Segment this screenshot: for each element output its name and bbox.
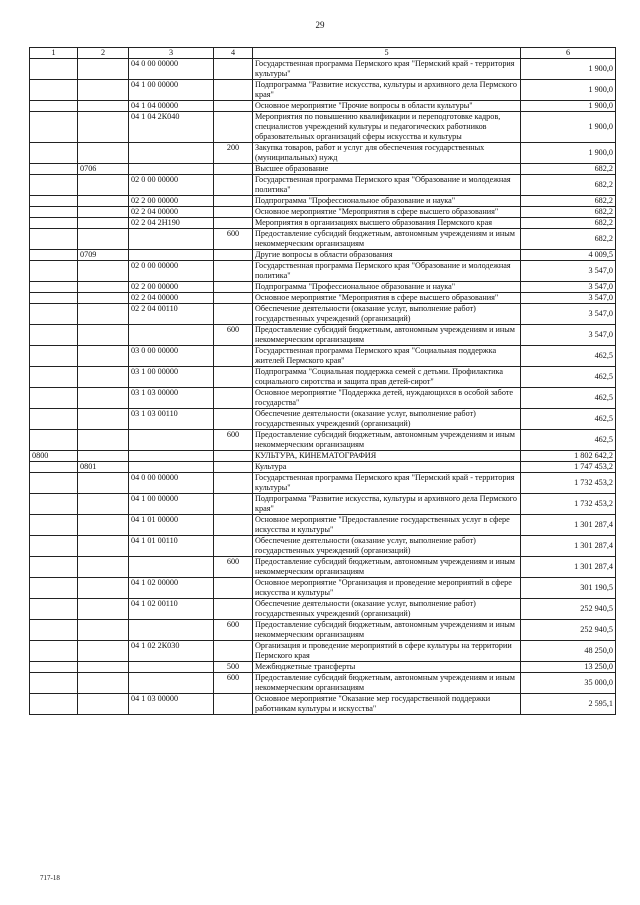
amount-cell: 1 900,0: [521, 143, 616, 164]
section-cell: [30, 218, 78, 229]
subsection-cell: [78, 641, 129, 662]
subsection-cell: [78, 80, 129, 101]
name-cell: Основное мероприятие "Прочие вопросы в области культуры": [253, 101, 521, 112]
target-code-cell: 04 0 00 00000: [129, 59, 214, 80]
target-code-cell: 04 1 00 00000: [129, 494, 214, 515]
expense-type-cell: [214, 112, 253, 143]
section-cell: [30, 112, 78, 143]
target-code-cell: 04 0 00 00000: [129, 473, 214, 494]
section-cell: [30, 673, 78, 694]
section-cell: [30, 620, 78, 641]
target-code-cell: 04 1 04 2К040: [129, 112, 214, 143]
amount-cell: 462,5: [521, 430, 616, 451]
table-row: [30, 662, 616, 673]
name-cell: Основное мероприятие "Организация и проведение мероприятий в сфере искусства и культуры": [253, 578, 521, 599]
section-cell: [30, 207, 78, 218]
section-cell: [30, 694, 78, 715]
amount-cell: 1 900,0: [521, 80, 616, 101]
table-row: [30, 599, 616, 620]
expense-type-cell: [214, 261, 253, 282]
section-cell: [30, 304, 78, 325]
table-row: [30, 409, 616, 430]
section-cell: [30, 101, 78, 112]
name-cell: Государственная программа Пермского края "Социальная поддержка жителей Пермского края": [253, 346, 521, 367]
table-row: [30, 515, 616, 536]
table-row: [30, 164, 616, 175]
amount-cell: 462,5: [521, 367, 616, 388]
section-cell: [30, 473, 78, 494]
amount-cell: 3 547,0: [521, 293, 616, 304]
expense-type-cell: 600: [214, 673, 253, 694]
subsection-cell: [78, 282, 129, 293]
table-row: [30, 80, 616, 101]
subsection-cell: [78, 451, 129, 462]
amount-cell: 1 900,0: [521, 59, 616, 80]
amount-cell: 1 747 453,2: [521, 462, 616, 473]
amount-cell: 682,2: [521, 207, 616, 218]
amount-cell: 252 940,5: [521, 620, 616, 641]
name-cell: Подпрограмма "Развитие искусства, культуры и архивного дела Пермского края": [253, 494, 521, 515]
subsection-cell: [78, 112, 129, 143]
expense-type-cell: [214, 101, 253, 112]
subsection-cell: [78, 293, 129, 304]
expense-type-cell: [214, 462, 253, 473]
table-row: [30, 101, 616, 112]
table-row: [30, 673, 616, 694]
target-code-cell: [129, 143, 214, 164]
name-cell: Основное мероприятие "Мероприятия в сфере высшего образования": [253, 293, 521, 304]
section-cell: [30, 662, 78, 673]
table-row: [30, 218, 616, 229]
table-row: [30, 196, 616, 207]
name-cell: Государственная программа Пермского края "Пермский край - территория культуры": [253, 473, 521, 494]
expense-type-cell: [214, 250, 253, 261]
header-cell-section: 1: [30, 48, 78, 59]
target-code-cell: [129, 451, 214, 462]
target-code-cell: 02 2 04 00000: [129, 293, 214, 304]
table-row: [30, 536, 616, 557]
header-cell-name: 5: [253, 48, 521, 59]
page-number: 29: [315, 20, 325, 30]
name-cell: Подпрограмма "Социальная поддержка семей с детьми. Профилактика социального сиротства и защита прав детей-сирот": [253, 367, 521, 388]
amount-cell: 13 250,0: [521, 662, 616, 673]
amount-cell: 252 940,5: [521, 599, 616, 620]
amount-cell: 1 900,0: [521, 101, 616, 112]
section-cell: [30, 494, 78, 515]
section-cell: [30, 515, 78, 536]
table-row: [30, 641, 616, 662]
name-cell: Обеспечение деятельности (оказание услуг, выполнение работ) государственных учреждений (организаций): [253, 536, 521, 557]
expense-type-cell: [214, 282, 253, 293]
table-row: [30, 451, 616, 462]
subsection-cell: [78, 196, 129, 207]
section-cell: [30, 164, 78, 175]
table-row: [30, 367, 616, 388]
subsection-cell: [78, 261, 129, 282]
amount-cell: 2 595,1: [521, 694, 616, 715]
target-code-cell: [129, 557, 214, 578]
amount-cell: 1 732 453,2: [521, 473, 616, 494]
expense-type-cell: 200: [214, 143, 253, 164]
subsection-cell: [78, 229, 129, 250]
name-cell: Мероприятия в организациях высшего образования Пермского края: [253, 218, 521, 229]
expense-type-cell: [214, 578, 253, 599]
table-row: [30, 175, 616, 196]
target-code-cell: 04 1 02 00000: [129, 578, 214, 599]
section-cell: [30, 325, 78, 346]
name-cell: КУЛЬТУРА, КИНЕМАТОГРАФИЯ: [253, 451, 521, 462]
section-cell: [30, 462, 78, 473]
target-code-cell: [129, 325, 214, 346]
subsection-cell: [78, 143, 129, 164]
target-code-cell: [129, 250, 214, 261]
section-cell: [30, 175, 78, 196]
name-cell: Предоставление субсидий бюджетным, автономным учреждениям и иным некоммерческим организациям: [253, 229, 521, 250]
section-cell: [30, 229, 78, 250]
amount-cell: 682,2: [521, 229, 616, 250]
section-cell: [30, 557, 78, 578]
amount-cell: 3 547,0: [521, 304, 616, 325]
expense-type-cell: [214, 175, 253, 196]
table-row: [30, 293, 616, 304]
subsection-cell: [78, 430, 129, 451]
amount-cell: 462,5: [521, 346, 616, 367]
table-row: [30, 250, 616, 261]
amount-cell: 1 732 453,2: [521, 494, 616, 515]
section-cell: 0800: [30, 451, 78, 462]
subsection-cell: [78, 207, 129, 218]
name-cell: Предоставление субсидий бюджетным, автономным учреждениям и иным некоммерческим организациям: [253, 620, 521, 641]
table-row: [30, 261, 616, 282]
amount-cell: 4 009,5: [521, 250, 616, 261]
target-code-cell: 03 1 03 00000: [129, 388, 214, 409]
name-cell: Государственная программа Пермского края "Образование и молодежная политика": [253, 261, 521, 282]
subsection-cell: [78, 175, 129, 196]
table-row: [30, 557, 616, 578]
section-cell: [30, 59, 78, 80]
section-cell: [30, 261, 78, 282]
header-cell-subsection: 2: [78, 48, 129, 59]
subsection-cell: [78, 578, 129, 599]
target-code-cell: [129, 620, 214, 641]
expense-type-cell: [214, 304, 253, 325]
budget-table: [29, 47, 616, 715]
name-cell: Обеспечение деятельности (оказание услуг, выполнение работ) государственных учреждений (организаций): [253, 409, 521, 430]
table-row: [30, 430, 616, 451]
expense-type-cell: [214, 196, 253, 207]
target-code-cell: 03 0 00 00000: [129, 346, 214, 367]
amount-cell: 1 301 287,4: [521, 515, 616, 536]
table-row: [30, 473, 616, 494]
amount-cell: 1 301 287,4: [521, 536, 616, 557]
section-cell: [30, 346, 78, 367]
target-code-cell: 02 2 04 2Н190: [129, 218, 214, 229]
table-row: [30, 388, 616, 409]
target-code-cell: [129, 229, 214, 250]
name-cell: Другие вопросы в области образования: [253, 250, 521, 261]
amount-cell: 1 802 642,2: [521, 451, 616, 462]
table-row: [30, 59, 616, 80]
target-code-cell: [129, 673, 214, 694]
name-cell: Культура: [253, 462, 521, 473]
target-code-cell: [129, 462, 214, 473]
subsection-cell: [78, 620, 129, 641]
target-code-cell: 02 2 00 00000: [129, 196, 214, 207]
target-code-cell: 04 1 01 00000: [129, 515, 214, 536]
subsection-cell: [78, 494, 129, 515]
expense-type-cell: 600: [214, 430, 253, 451]
target-code-cell: 03 1 00 00000: [129, 367, 214, 388]
name-cell: Основное мероприятие "Оказание мер государственной поддержки работникам культуры и искусства": [253, 694, 521, 715]
subsection-cell: [78, 367, 129, 388]
expense-type-cell: [214, 346, 253, 367]
subsection-cell: 0706: [78, 164, 129, 175]
expense-type-cell: 600: [214, 620, 253, 641]
subsection-cell: [78, 557, 129, 578]
name-cell: Основное мероприятие "Поддержка детей, нуждающихся в особой заботе государства": [253, 388, 521, 409]
table-row: [30, 494, 616, 515]
section-cell: [30, 282, 78, 293]
target-code-cell: 04 1 04 00000: [129, 101, 214, 112]
section-cell: [30, 536, 78, 557]
amount-cell: 682,2: [521, 164, 616, 175]
target-code-cell: [129, 164, 214, 175]
subsection-cell: [78, 409, 129, 430]
amount-cell: 35 000,0: [521, 673, 616, 694]
section-cell: [30, 641, 78, 662]
amount-cell: 462,5: [521, 409, 616, 430]
table-row: [30, 325, 616, 346]
subsection-cell: [78, 388, 129, 409]
amount-cell: 462,5: [521, 388, 616, 409]
expense-type-cell: [214, 694, 253, 715]
target-code-cell: 02 2 04 00110: [129, 304, 214, 325]
target-code-cell: 02 2 04 00000: [129, 207, 214, 218]
target-code-cell: [129, 662, 214, 673]
subsection-cell: [78, 473, 129, 494]
subsection-cell: [78, 346, 129, 367]
name-cell: Предоставление субсидий бюджетным, автономным учреждениям и иным некоммерческим организациям: [253, 430, 521, 451]
name-cell: Межбюджетные трансферты: [253, 662, 521, 673]
table-row: [30, 620, 616, 641]
name-cell: Государственная программа Пермского края "Образование и молодежная политика": [253, 175, 521, 196]
table-row: [30, 282, 616, 293]
expense-type-cell: [214, 388, 253, 409]
expense-type-cell: [214, 207, 253, 218]
name-cell: Предоставление субсидий бюджетным, автономным учреждениям и иным некоммерческим организациям: [253, 673, 521, 694]
section-cell: [30, 293, 78, 304]
amount-cell: 301 190,5: [521, 578, 616, 599]
table-row: [30, 694, 616, 715]
target-code-cell: 04 1 02 00110: [129, 599, 214, 620]
target-code-cell: 04 1 00 00000: [129, 80, 214, 101]
name-cell: Предоставление субсидий бюджетным, автономным учреждениям и иным некоммерческим организациям: [253, 557, 521, 578]
target-code-cell: 04 1 01 00110: [129, 536, 214, 557]
expense-type-cell: [214, 599, 253, 620]
expense-type-cell: 600: [214, 325, 253, 346]
amount-cell: 3 547,0: [521, 325, 616, 346]
expense-type-cell: [214, 451, 253, 462]
section-cell: [30, 599, 78, 620]
target-code-cell: 04 1 02 2К030: [129, 641, 214, 662]
amount-cell: 682,2: [521, 218, 616, 229]
section-cell: [30, 430, 78, 451]
section-cell: [30, 578, 78, 599]
target-code-cell: 02 2 00 00000: [129, 282, 214, 293]
table-row: [30, 462, 616, 473]
header-cell-target-code: 3: [129, 48, 214, 59]
section-cell: [30, 388, 78, 409]
name-cell: Подпрограмма "Профессиональное образование и наука": [253, 282, 521, 293]
subsection-cell: [78, 325, 129, 346]
section-cell: [30, 250, 78, 261]
footer-code: 717-18: [40, 874, 60, 882]
section-cell: [30, 80, 78, 101]
subsection-cell: 0801: [78, 462, 129, 473]
name-cell: Организация и проведение мероприятий в сфере культуры на территории Пермского края: [253, 641, 521, 662]
target-code-cell: 02 0 00 00000: [129, 261, 214, 282]
amount-cell: 1 900,0: [521, 112, 616, 143]
table-row: [30, 346, 616, 367]
expense-type-cell: [214, 367, 253, 388]
section-cell: [30, 409, 78, 430]
header-cell-amount: 6: [521, 48, 616, 59]
subsection-cell: [78, 101, 129, 112]
name-cell: Подпрограмма "Развитие искусства, культуры и архивного дела Пермского края": [253, 80, 521, 101]
expense-type-cell: [214, 494, 253, 515]
target-code-cell: 04 1 03 00000: [129, 694, 214, 715]
expense-type-cell: [214, 218, 253, 229]
name-cell: Мероприятия по повышению квалификации и переподготовке кадров, специалистов учреждений культуры и педагогических работников образовательных организаций сферы искусства и культуры: [253, 112, 521, 143]
expense-type-cell: [214, 164, 253, 175]
name-cell: Подпрограмма "Профессиональное образование и наука": [253, 196, 521, 207]
amount-cell: 682,2: [521, 196, 616, 207]
table-row: [30, 112, 616, 143]
subsection-cell: [78, 662, 129, 673]
expense-type-cell: [214, 409, 253, 430]
subsection-cell: 0709: [78, 250, 129, 261]
header-cell-expense-type: 4: [214, 48, 253, 59]
name-cell: Основное мероприятие "Мероприятия в сфере высшего образования": [253, 207, 521, 218]
table-row: [30, 207, 616, 218]
name-cell: Основное мероприятие "Предоставление государственных услуг в сфере искусства и культуры": [253, 515, 521, 536]
expense-type-cell: [214, 293, 253, 304]
header-row: [30, 48, 616, 59]
expense-type-cell: [214, 473, 253, 494]
expense-type-cell: [214, 641, 253, 662]
amount-cell: 48 250,0: [521, 641, 616, 662]
table-row: [30, 143, 616, 164]
expense-type-cell: [214, 515, 253, 536]
name-cell: Государственная программа Пермского края "Пермский край - территория культуры": [253, 59, 521, 80]
expense-type-cell: 600: [214, 229, 253, 250]
target-code-cell: 02 0 00 00000: [129, 175, 214, 196]
name-cell: Обеспечение деятельности (оказание услуг, выполнение работ) государственных учреждений (организаций): [253, 304, 521, 325]
section-cell: [30, 196, 78, 207]
subsection-cell: [78, 536, 129, 557]
name-cell: Высшее образование: [253, 164, 521, 175]
subsection-cell: [78, 59, 129, 80]
section-cell: [30, 367, 78, 388]
expense-type-cell: [214, 536, 253, 557]
subsection-cell: [78, 673, 129, 694]
subsection-cell: [78, 515, 129, 536]
name-cell: Закупка товаров, работ и услуг для обеспечения государственных (муниципальных) нужд: [253, 143, 521, 164]
section-cell: [30, 143, 78, 164]
table-row: [30, 578, 616, 599]
expense-type-cell: 500: [214, 662, 253, 673]
table-row: [30, 229, 616, 250]
expense-type-cell: [214, 59, 253, 80]
table-row: [30, 304, 616, 325]
amount-cell: 3 547,0: [521, 282, 616, 293]
subsection-cell: [78, 694, 129, 715]
target-code-cell: [129, 430, 214, 451]
amount-cell: 3 547,0: [521, 261, 616, 282]
subsection-cell: [78, 304, 129, 325]
subsection-cell: [78, 599, 129, 620]
name-cell: Предоставление субсидий бюджетным, автономным учреждениям и иным некоммерческим организациям: [253, 325, 521, 346]
expense-type-cell: 600: [214, 557, 253, 578]
subsection-cell: [78, 218, 129, 229]
target-code-cell: 03 1 03 00110: [129, 409, 214, 430]
expense-type-cell: [214, 80, 253, 101]
name-cell: Обеспечение деятельности (оказание услуг, выполнение работ) государственных учреждений (организаций): [253, 599, 521, 620]
amount-cell: 682,2: [521, 175, 616, 196]
amount-cell: 1 301 287,4: [521, 557, 616, 578]
